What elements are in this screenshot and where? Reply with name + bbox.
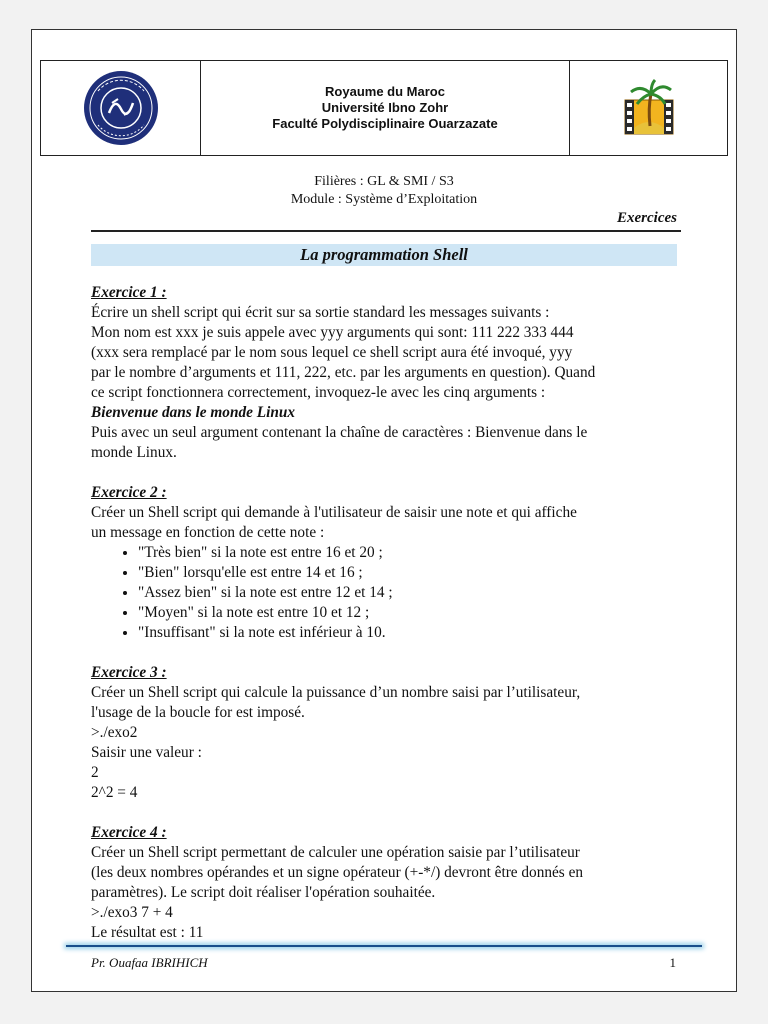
exercise-1-line: par le nombre d’arguments et 111, 222, etc. par les arguments en question). Quand	[91, 364, 596, 381]
list-item: • "Insuffisant" si la note est inférieur à 10.	[138, 623, 681, 643]
exercices-label: Exercices	[617, 210, 677, 226]
exercise-1-title: Exercice 1 :	[91, 284, 167, 301]
header-university: Université Ibno Zohr	[321, 100, 449, 115]
header-institution	[201, 61, 569, 155]
palm-film-icon	[621, 78, 677, 138]
exercise-3-line: l'usage de la boucle for est imposé.	[91, 704, 305, 721]
spacer	[91, 803, 681, 823]
section-banner: La programmation Shell	[91, 244, 677, 266]
exercise-3-line: Saisir une valeur :	[91, 744, 202, 761]
list-item: • "Moyen" si la note est entre 10 et 12 ;	[138, 603, 681, 623]
exercise-3-title: Exercice 3 :	[91, 664, 167, 681]
exercise-1-line: Mon nom est xxx je suis appele avec yyy arguments qui sont: 111 222 333 444	[91, 324, 574, 341]
list-item: • "Très bien" si la note est entre 16 et 20 ;	[138, 543, 681, 563]
spacer	[91, 643, 681, 663]
exercise-2-line: un message en fonction de cette note :	[91, 524, 325, 541]
exercise-1-argument-example: Bienvenue dans le monde Linux	[91, 404, 295, 421]
exercise-4-line: Créer un Shell script permettant de calculer une opération saisie par l’utilisateur	[91, 844, 580, 861]
document-header	[40, 60, 728, 156]
list-item: • "Assez bien" si la note est entre 12 et 14 ;	[138, 583, 681, 603]
exercise-3-line: Créer un Shell script qui calcule la puissance d’un nombre saisi par l’utilisateur,	[91, 684, 581, 701]
course-module: Module : Système d’Exploitation	[290, 192, 478, 207]
exercise-4-line: >./exo3 7 + 4	[91, 904, 173, 921]
header-divider	[91, 230, 681, 232]
exercise-4-line: (les deux nombres opérandes et un signe opérateur (+-*/) devront être donnés en	[91, 864, 584, 881]
grade-list	[91, 543, 681, 643]
exercise-4-line: Le résultat est : 11	[91, 924, 204, 941]
exercise-1-line: (xxx sera remplacé par le nom sous lequel ce shell script aura été invoqué, yyy	[91, 344, 573, 361]
page-number: 1	[669, 955, 676, 970]
course-filieres: Filières : GL & SMI / S3	[314, 174, 454, 189]
exercise-3-line: >./exo2	[91, 724, 138, 741]
footer-divider	[66, 945, 702, 947]
exercise-2-line: Créer un Shell script qui demande à l'utilisateur de saisir une note et qui affiche	[91, 504, 577, 521]
footer-author: Pr. Ouafaa IBRIHICH	[91, 955, 208, 970]
spacer	[91, 463, 681, 483]
header-kingdom: Royaume du Maroc	[325, 84, 445, 99]
exercise-3-line: 2	[91, 764, 99, 781]
exercise-4-title: Exercice 4 :	[91, 824, 167, 841]
exercise-1-line: monde Linux.	[91, 444, 177, 461]
exercise-content	[91, 283, 681, 943]
exercise-1-line: ce script fonctionnera correctement, invoquez-le avec les cinq arguments :	[91, 384, 546, 401]
header-right-logo-cell	[569, 61, 727, 155]
exercise-1-line: Écrire un shell script qui écrit sur sa sortie standard les messages suivants :	[91, 304, 550, 321]
university-seal-icon	[82, 69, 160, 147]
header-logo-cell	[41, 61, 201, 155]
exercise-2-title: Exercice 2 :	[91, 484, 167, 501]
header-faculty: Faculté Polydisciplinaire Ouarzazate	[272, 116, 498, 131]
list-item: • "Bien" lorsqu'elle est entre 14 et 16 ;	[138, 563, 681, 583]
exercise-1-line: Puis avec un seul argument contenant la chaîne de caractères : Bienvenue dans le	[91, 424, 588, 441]
exercise-4-line: paramètres). Le script doit réaliser l'opération souhaitée.	[91, 884, 436, 901]
exercise-3-line: 2^2 = 4	[91, 784, 138, 801]
